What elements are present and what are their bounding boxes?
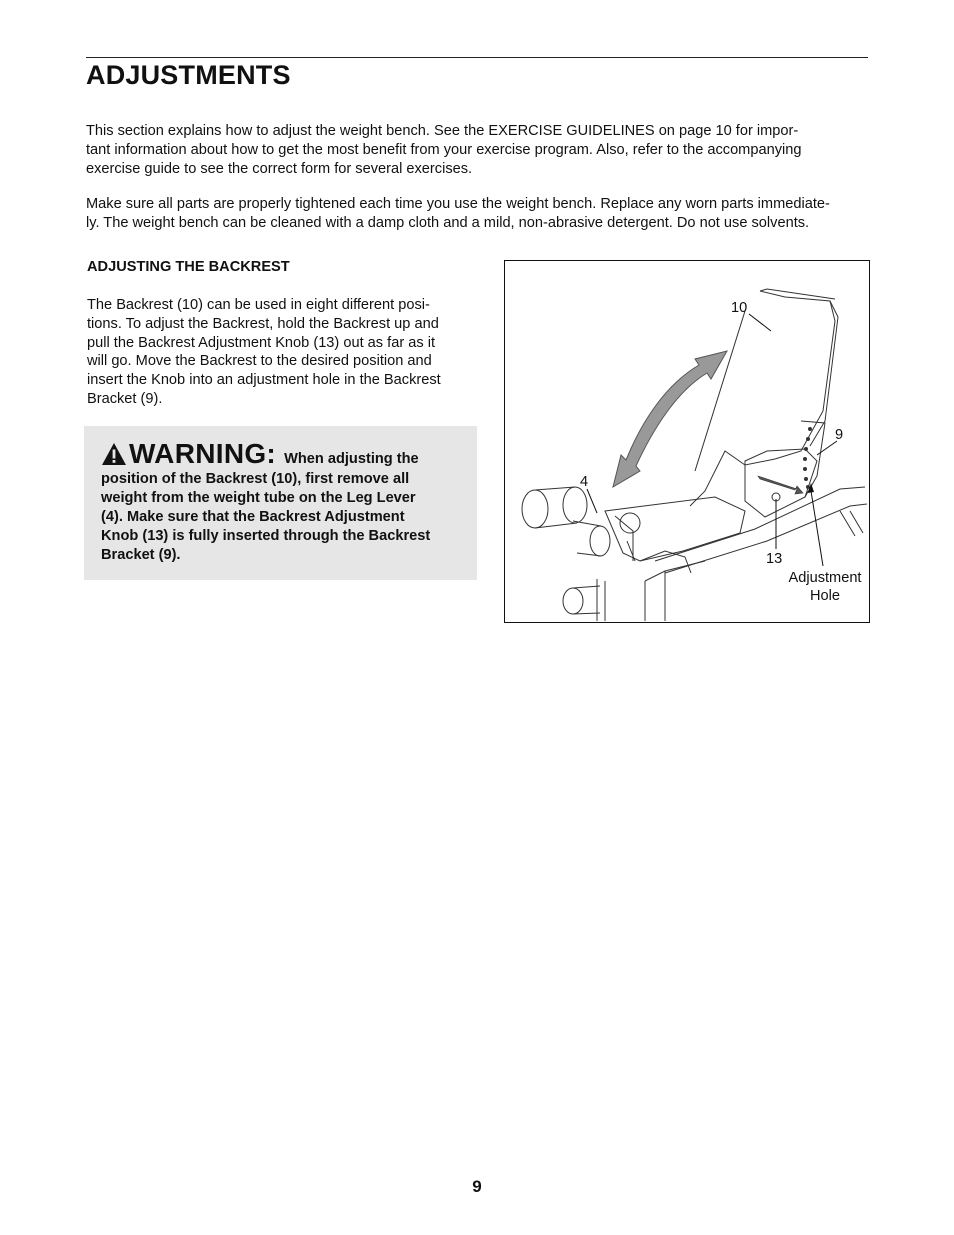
warning-body — [101, 470, 471, 565]
callout-bracket: 9 — [835, 427, 844, 443]
warning-line: weight from the weight tube on the Leg Lever — [101, 490, 416, 506]
adjustment-hole-line: Hole — [809, 588, 840, 604]
adjustment-hole-line: Adjustment — [788, 570, 862, 586]
backrest-line: insert the Knob into an adjustment hole in the Backrest — [87, 372, 441, 389]
maintenance-paragraph — [86, 195, 868, 233]
backrest-line: pull the Backrest Adjustment Knob (13) out as far as it — [87, 334, 435, 351]
adjustment-holes — [772, 427, 812, 501]
bench-illustration — [505, 261, 869, 622]
maintenance-line: ly. The weight bench can be cleaned with a damp cloth and a mild, non-abrasive detergent. Do not use solvents. — [86, 214, 810, 231]
intro-paragraph — [86, 122, 868, 178]
page-title: ADJUSTMENTS — [86, 60, 291, 90]
range-of-motion-arrow — [613, 351, 727, 487]
warning-box — [84, 426, 477, 580]
backrest-line: will go. Move the Backrest to the desired position and — [87, 353, 432, 370]
backrest-line: tions. To adjust the Backrest, hold the Backrest up and — [87, 315, 439, 332]
warning-first-line: When adjusting the — [284, 451, 419, 467]
warning-line: (4). Make sure that the Backrest Adjustment — [101, 509, 405, 525]
backrest-adjustment-figure — [504, 260, 870, 623]
warning-triangle-icon — [101, 442, 127, 466]
warning-label: WARNING: — [129, 438, 277, 469]
warning-line: Bracket (9). — [101, 547, 181, 563]
maintenance-line: Make sure all parts are properly tightened each time you use the weight bench. Replace any worn parts immediate- — [86, 196, 830, 212]
top-rule — [86, 57, 868, 58]
callout-leg-lever: 4 — [580, 474, 589, 490]
callout-adjustment-hole — [785, 569, 865, 605]
knob-direction-arrow — [758, 476, 803, 494]
warning-line: Knob (13) is fully inserted through the Backrest — [101, 528, 431, 544]
backrest-line: The Backrest (10) can be used in eight different posi- — [87, 297, 430, 313]
backrest-heading: ADJUSTING THE BACKREST — [87, 259, 290, 275]
intro-line: tant information about how to get the most benefit from your exercise program. Also, refer to the accompanying — [86, 141, 802, 158]
intro-line: This section explains how to adjust the weight bench. See the EXERCISE GUIDELINES on page 10 for impor- — [86, 123, 799, 139]
callout-backrest: 10 — [731, 300, 748, 316]
backrest-paragraph — [87, 296, 477, 409]
intro-line: exercise guide to see the correct form for several exercises. — [86, 160, 473, 177]
page-number: 9 — [472, 1177, 482, 1196]
warning-line: position of the Backrest (10), first remove all — [101, 471, 410, 487]
callout-knob: 13 — [766, 551, 783, 567]
backrest-line: Bracket (9). — [87, 390, 163, 407]
